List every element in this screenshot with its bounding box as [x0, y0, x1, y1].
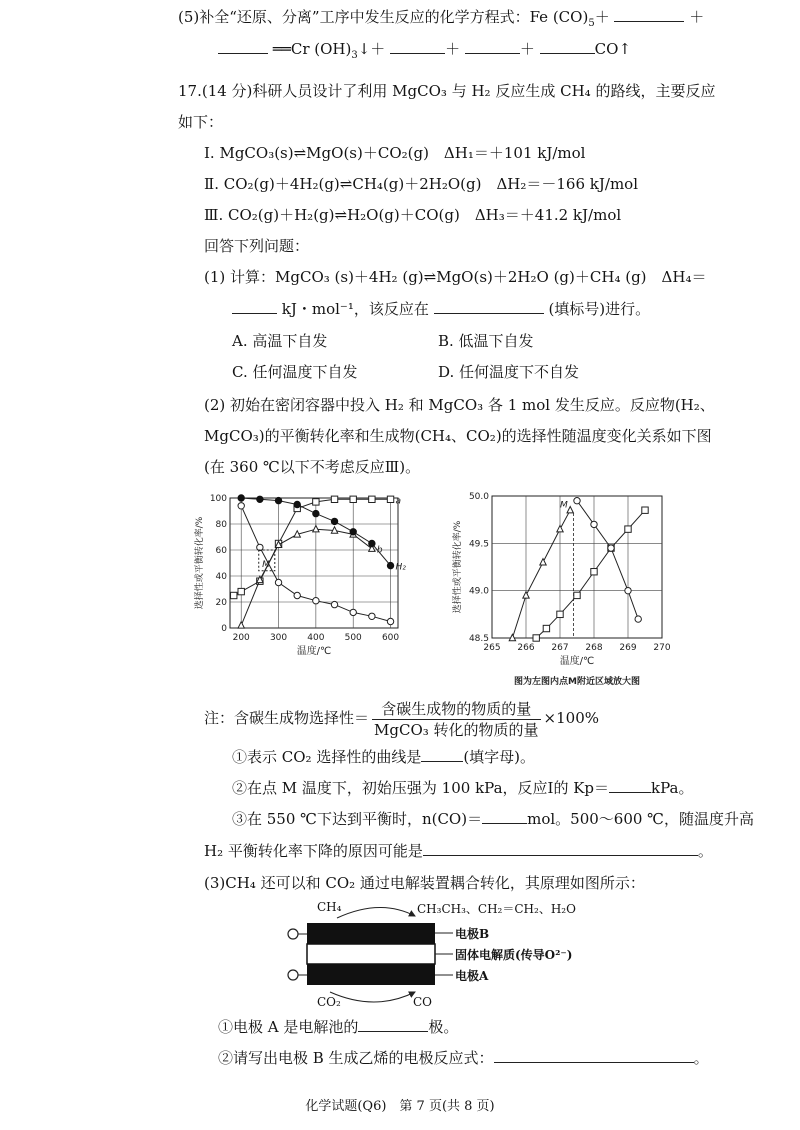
answer-blank[interactable] — [614, 6, 684, 22]
q17-intro-1: 17.(14 分)科研人员设计了利用 MgCO₃ 与 H₂ 反应生成 CH₄ 的路线，主要反应 — [178, 82, 716, 100]
x-tick-label: 500 — [344, 633, 362, 643]
note-denominator: MgCO₃ 转化的物质的量 — [374, 720, 539, 739]
q16-5-line2 — [218, 38, 631, 67]
chart-right — [452, 490, 682, 690]
answer-blank[interactable] — [218, 38, 268, 54]
p3-sub2-end: 。 — [693, 1049, 709, 1067]
data-point-s3 — [331, 601, 337, 607]
equals-arrow: ══ — [272, 40, 291, 58]
series-label: b — [376, 545, 383, 556]
note-numerator: 含碳生成物的物质的量 — [372, 699, 541, 720]
point-m-label: M — [262, 559, 270, 570]
y-tick-label: 48.5 — [468, 634, 489, 644]
precip: ↓＋ — [357, 40, 386, 58]
diagram-label-electrolyte: 固体电解质(传导O²⁻) — [455, 948, 573, 962]
y-axis-label: 选择性或平衡转化率/% — [195, 516, 205, 610]
sub-q3-line2 — [204, 840, 713, 862]
part1-tail: (填标号)进行。 — [548, 300, 651, 318]
option-d[interactable]: D. 任何温度下不自发 — [438, 363, 580, 381]
data-point-s3 — [350, 609, 356, 615]
data-point-s1 — [557, 611, 563, 617]
diagram-products: CH₃CH₃、CH₂＝CH₂、H₂O — [417, 902, 576, 916]
reaction-1: Ⅰ. MgCO₃(s)⇌MgO(s)＋CO₂(g) ΔH₁＝＋101 kJ/mol — [204, 144, 586, 162]
answer-blank[interactable] — [434, 298, 544, 314]
y-axis-label: 选择性或平衡转化率/% — [453, 520, 463, 614]
data-point-H₂ — [275, 497, 281, 503]
data-point-s3 — [313, 598, 319, 604]
diagram-label-a: 电极A — [455, 969, 489, 983]
y-tick-label: 0 — [221, 624, 227, 634]
sub: 3 — [351, 50, 358, 61]
data-point-a — [369, 496, 375, 502]
plot-frame — [230, 498, 398, 628]
electrode-b — [307, 923, 435, 944]
answer-blank[interactable] — [540, 38, 595, 54]
sub2-text: ②在点 M 温度下，初始压强为 100 kPa，反应Ⅰ的 Kp＝ — [232, 779, 610, 797]
part3-sub1 — [218, 1016, 458, 1038]
x-tick-label: 265 — [483, 643, 501, 653]
data-point-s3 — [369, 613, 375, 619]
data-point-s3 — [294, 592, 300, 598]
x-tick-label: 269 — [619, 643, 637, 653]
note-suffix: ×100% — [543, 709, 599, 727]
reaction-2: Ⅱ. CO₂(g)＋4H₂(g)⇌CH₄(g)＋2H₂O(g) ΔH₂＝－166 kJ/mol — [204, 175, 638, 193]
data-point-H₂ — [331, 518, 337, 524]
electrolysis-diagram — [285, 896, 615, 1014]
answer-blank[interactable] — [465, 38, 520, 54]
answer-prompt: 回答下列问题： — [204, 237, 310, 255]
selectivity-note — [204, 696, 599, 740]
page-footer: 化学试题(Q6) 第 7 页(共 8 页) — [305, 1099, 495, 1114]
sub3-tail: mol。500～600 ℃，随温度升高 — [527, 810, 754, 828]
x-tick-label: 266 — [517, 643, 535, 653]
sub3-text: ③在 550 ℃下达到平衡时，n(CO)＝ — [232, 810, 483, 828]
arrow-top — [337, 907, 415, 918]
x-tick-label: 400 — [307, 633, 325, 643]
option-b[interactable]: B. 低温下自发 — [438, 332, 534, 350]
data-point-a — [387, 496, 393, 502]
x-tick-label: 600 — [381, 633, 400, 643]
data-point-H₂ — [369, 540, 375, 546]
reaction-3: Ⅲ. CO₂(g)＋H₂(g)⇌H₂O(g)＋CO(g) ΔH₃＝＋41.2 kJ/mol — [204, 206, 622, 224]
x-tick-label: 300 — [269, 633, 288, 643]
electrode-a — [307, 964, 435, 985]
plus: ＋ — [519, 40, 535, 58]
y-tick-label: 100 — [209, 494, 227, 504]
x-tick-label: 200 — [232, 633, 250, 643]
note-fraction — [372, 699, 541, 740]
diagram-label-b: 电极B — [455, 927, 490, 941]
data-point-H₂ — [350, 529, 356, 535]
answer-blank[interactable] — [423, 840, 698, 856]
data-point-a — [238, 588, 244, 594]
part1-line2 — [232, 298, 650, 320]
y-tick-label: 80 — [215, 520, 227, 530]
part2-line1: (2) 初始在密闭容器中投入 H₂ 和 MgCO₃ 各 1 mol 发生反应。反应物(H₂、 — [204, 396, 715, 414]
part1-unit: kJ・mol⁻¹，该反应在 — [281, 300, 429, 318]
arrow-bottom — [330, 992, 415, 1002]
diagram-ch4: CH₄ — [317, 900, 342, 914]
q17-intro-2: 如下： — [178, 113, 224, 131]
part3-line1: (3)CH₄ 还可以和 CO₂ 通过电解装置耦合转化，其原理如图所示： — [204, 874, 645, 892]
y-tick-label: 60 — [215, 546, 227, 556]
q16-5-sub: 5 — [588, 18, 595, 29]
answer-blank[interactable] — [609, 777, 651, 793]
data-point-a — [313, 499, 319, 505]
part2-line3: (在 360 ℃以下不考虑反应Ⅲ)。 — [204, 458, 421, 476]
sub1-text: ①表示 CO₂ 选择性的曲线是 — [232, 748, 422, 766]
data-point-s1 — [533, 635, 539, 641]
part1-line1: (1) 计算：MgCO₃ (s)＋4H₂ (g)⇌MgO(s)＋2H₂O (g)＋CH₄ (g) ΔH₄＝ — [204, 268, 707, 286]
chart-left — [190, 490, 410, 670]
data-point-a — [350, 496, 356, 502]
data-point-s1 — [543, 625, 549, 631]
part3-sub2 — [218, 1047, 709, 1069]
sub2-tail: kPa。 — [651, 779, 694, 797]
p3-sub1-text: ①电极 A 是电解池的 — [218, 1018, 359, 1036]
y-tick-label: 20 — [215, 598, 227, 608]
data-point-s3 — [275, 579, 281, 585]
data-point-s2 — [635, 616, 641, 622]
data-point-s1 — [574, 592, 580, 598]
part2-line2: MgCO₃)的平衡转化率和生成物(CH₄、CO₂)的选择性随温度变化关系如下图 — [204, 427, 712, 445]
data-point-s1 — [625, 526, 631, 532]
answer-blank[interactable] — [390, 38, 445, 54]
y-tick-label: 40 — [215, 572, 227, 582]
series-label: a — [395, 496, 402, 507]
data-point-H₂ — [257, 496, 263, 502]
co-up: CO↑ — [594, 40, 632, 58]
solid-electrolyte — [307, 944, 435, 964]
x-tick-label: 270 — [653, 643, 671, 653]
option-c[interactable]: C. 任何温度下自发 — [232, 363, 358, 381]
data-point-H₂ — [238, 495, 244, 501]
y-tick-label: 50.0 — [468, 492, 489, 502]
data-point-s2 — [574, 498, 580, 504]
answer-blank[interactable] — [494, 1047, 694, 1063]
answer-blank[interactable] — [358, 1016, 428, 1032]
product-cr: Cr (OH) — [290, 40, 352, 58]
data-point-s2 — [608, 545, 614, 551]
data-point-H₂ — [313, 510, 319, 516]
data-point-a — [231, 592, 237, 598]
data-point-s1 — [591, 569, 597, 575]
diagram-co2: CO₂ — [317, 995, 341, 1009]
data-point-H₂ — [294, 501, 300, 507]
data-point-s3 — [238, 503, 244, 509]
sub3-end: 。 — [697, 842, 713, 860]
diagram-co: CO — [413, 995, 433, 1009]
p3-sub2-text: ②请写出电极 B 生成乙烯的电极反应式： — [218, 1049, 494, 1067]
plus: ＋ — [594, 8, 610, 26]
data-point-s3 — [387, 618, 393, 624]
answer-blank[interactable] — [421, 746, 463, 762]
data-point-s2 — [625, 587, 631, 593]
answer-blank[interactable] — [232, 298, 277, 314]
note-prefix: 注：含碳生成物选择性＝ — [204, 709, 370, 727]
data-point-s2 — [591, 521, 597, 527]
terminal-b[interactable] — [288, 929, 298, 939]
chart-caption: 图为左图内点M附近区域放大图 — [514, 677, 640, 687]
p3-sub1-tail: 极。 — [428, 1018, 459, 1036]
sub-q3 — [232, 808, 754, 830]
sub3-line2-text: H₂ 平衡转化率下降的原因可能是 — [204, 842, 423, 860]
answer-blank[interactable] — [482, 808, 527, 824]
terminal-a[interactable] — [288, 970, 298, 980]
q16-5-line1 — [178, 6, 704, 35]
sub-q2 — [232, 777, 693, 799]
y-tick-label: 49.0 — [468, 586, 489, 597]
data-point-H₂ — [387, 562, 393, 568]
option-a[interactable]: A. 高温下自发 — [232, 332, 328, 350]
data-point-s1 — [642, 507, 648, 513]
data-point-a — [331, 496, 337, 502]
sub1-tail: (填字母)。 — [463, 748, 536, 766]
x-axis-label: 温度/℃ — [559, 656, 595, 667]
x-tick-label: 268 — [585, 643, 603, 653]
y-tick-label: 49.5 — [468, 539, 489, 550]
series-label: H₂ — [395, 562, 406, 573]
sub-q1 — [232, 746, 535, 768]
x-tick-label: 267 — [551, 643, 569, 653]
plus: ＋ — [445, 40, 461, 58]
plus: ＋ — [689, 8, 705, 26]
x-axis-label: 温度/℃ — [296, 646, 332, 657]
point-m-label: M — [560, 500, 568, 511]
q16-5-prefix: (5)补全“还原、分离”工序中发生反应的化学方程式：Fe (CO) — [178, 8, 589, 26]
